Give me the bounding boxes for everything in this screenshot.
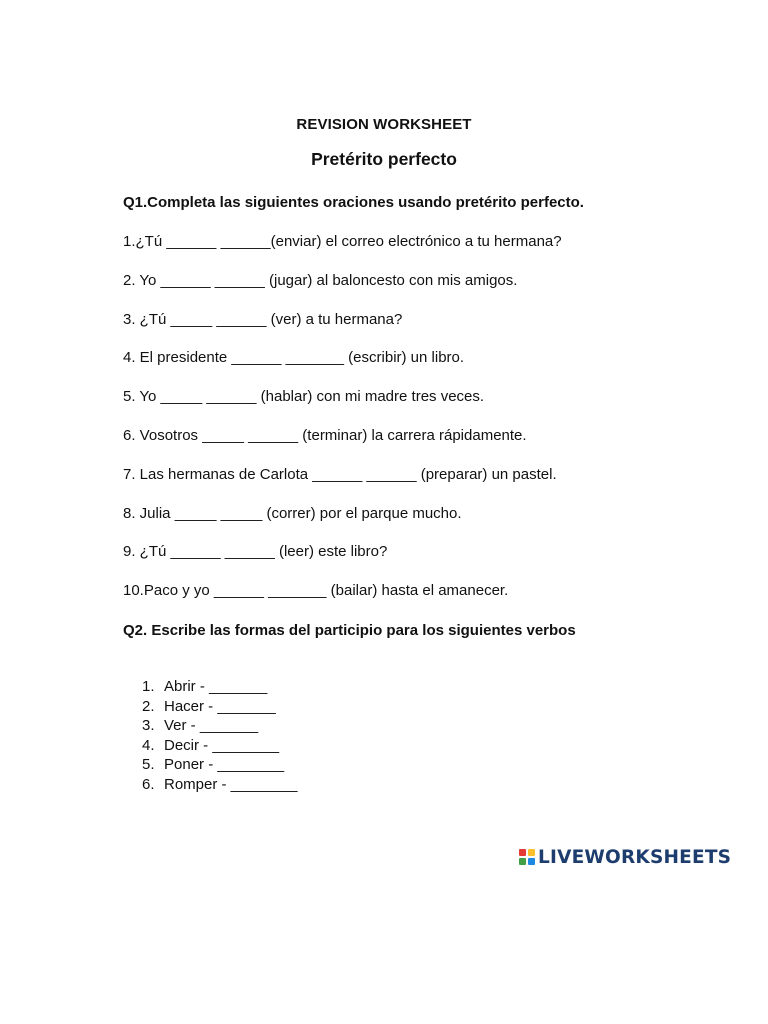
question-2-verb-list [142,678,297,796]
sentence-4: 4. El presidente ______ _______ (escribir) un libro. [123,349,465,367]
verb-number: 4. [142,736,155,754]
verb-text: Hacer - _______ [164,697,276,715]
worksheet-subtitle: Pretérito perfecto [311,149,457,169]
worksheet-title: REVISION WORKSHEET [296,116,472,133]
sentence-7: 7. Las hermanas de Carlota ______ ______ (preparar) un pastel. [123,465,557,483]
question-2-heading: Q2. Escribe las formas del participio para los siguientes verbos [123,622,576,639]
verb-item-6 [142,776,297,796]
verb-item-3 [142,717,297,737]
verb-number: 3. [142,717,155,735]
sentence-3: 3. ¿Tú _____ ______ (ver) a tu hermana? [123,310,403,328]
verb-item-1 [142,678,297,698]
verb-item-4 [142,737,297,757]
liveworksheets-logo[interactable] [519,845,731,869]
verb-text: Poner - ________ [164,756,285,774]
verb-item-5 [142,756,297,776]
verb-number: 6. [142,775,155,793]
verb-item-2 [142,698,297,718]
verb-number: 5. [142,756,155,774]
sentence-6: 6. Vosotros _____ ______ (terminar) la carrera rápidamente. [123,426,527,444]
sentence-10: 10.Paco y yo ______ _______ (bailar) hasta el amanecer. [123,582,509,600]
verb-number: 2. [142,697,155,715]
verb-text: Decir - ________ [164,736,280,754]
sentence-2: 2. Yo ______ ______ (jugar) al baloncesto con mis amigos. [123,271,518,289]
verb-text: Abrir - _______ [164,678,268,695]
verb-number: 1. [142,678,155,695]
question-1-sentences [123,233,562,621]
sentence-9: 9. ¿Tú ______ ______ (leer) este libro? [123,543,388,561]
verb-text: Romper - ________ [164,775,298,793]
question-1-heading: Q1.Completa las siguientes oraciones usando pretérito perfecto. [123,194,584,211]
sentence-8: 8. Julia _____ _____ (correr) por el parque mucho. [123,504,462,522]
sentence-1: 1.¿Tú ______ ______(enviar) el correo electrónico a tu hermana? [123,233,562,250]
liveworksheets-logo-icon [519,849,535,865]
sentence-5: 5. Yo _____ ______ (hablar) con mi madre tres veces. [123,388,485,406]
verb-text: Ver - _______ [164,717,259,735]
logo-text: LIVEWORKSHEETS [538,846,732,868]
